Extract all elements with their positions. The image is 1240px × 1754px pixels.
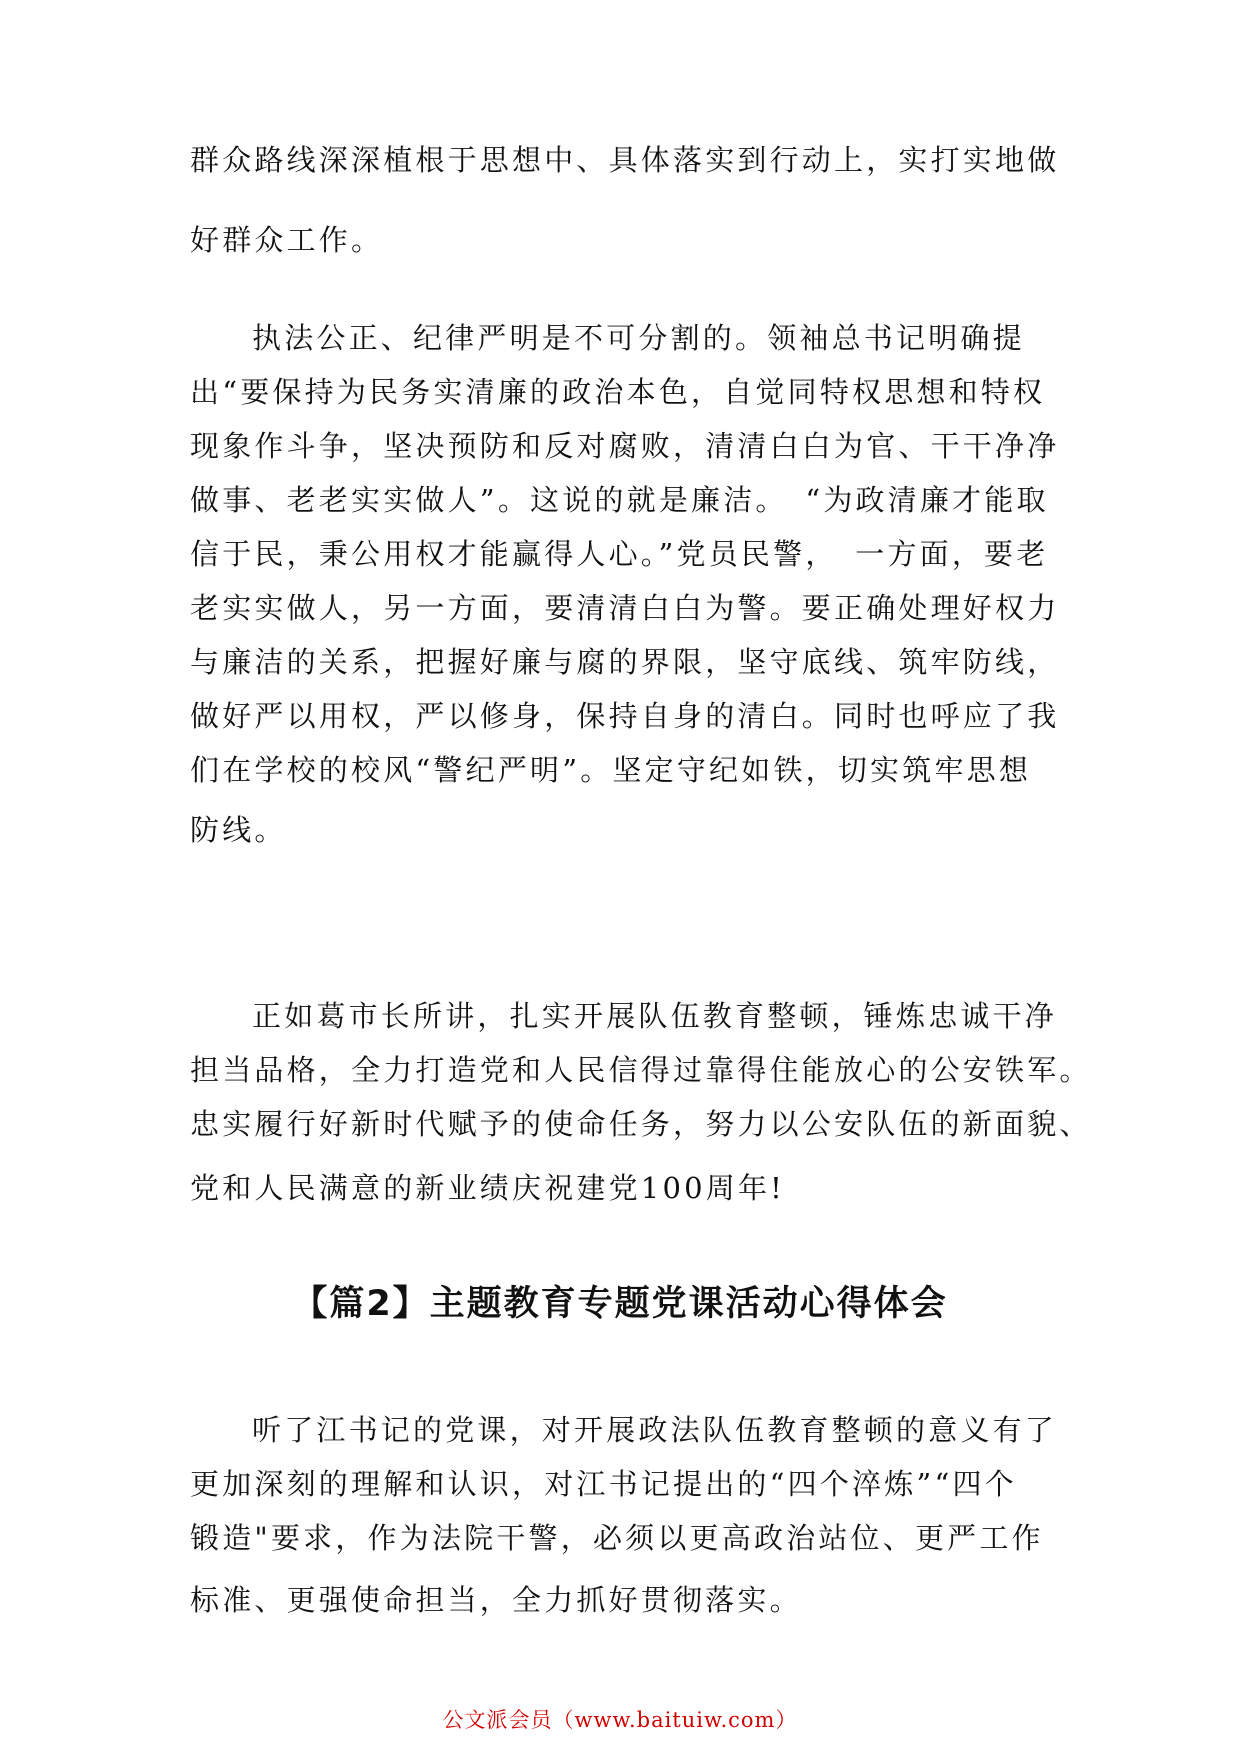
paragraph-1-line-2: 好群众工作。 bbox=[190, 223, 384, 257]
paragraph-3-line-1: 正如葛市长所讲，扎实开展队伍教育整顿，锤炼忠诚干净 bbox=[252, 999, 1058, 1033]
paragraph-2-line-1: 执法公正、纪律严明是不可分割的。领袖总书记明确提 bbox=[252, 321, 1025, 355]
paragraph-3-line-4: 党和人民满意的新业绩庆祝建党100周年! bbox=[190, 1171, 786, 1205]
paragraph-2-line-7: 与廉洁的关系，把握好廉与腐的界限，坚守底线、筑牢防线， bbox=[190, 645, 1060, 679]
paragraph-2-line-3: 现象作斗争，坚决预防和反对腐败，清清白白为官、干干净净 bbox=[190, 429, 1060, 463]
paragraph-2-line-4: 做事、老老实实做人”。这说的就是廉洁。 “为政清廉才能取 bbox=[190, 483, 1049, 517]
footer-membership-link[interactable]: 公文派会员（www.baituiw.com） bbox=[442, 1708, 798, 1732]
paragraph-1-line-1: 群众路线深深植根于思想中、具体落实到行动上，实打实地做 bbox=[190, 143, 1060, 177]
paragraph-2-line-6: 老实实做人，另一方面，要清清白白为警。要正确处理好权力 bbox=[190, 591, 1060, 625]
paragraph-2-line-5: 信于民，秉公用权才能赢得人心。”党员民警， 一方面，要老 bbox=[190, 537, 1049, 571]
paragraph-4-line-4: 标准、更强使命担当，全力抓好贯彻落实。 bbox=[190, 1583, 802, 1617]
paragraph-3-line-3: 忠实履行好新时代赋予的使命任务，努力以公安队伍的新面貌、 bbox=[190, 1107, 1092, 1141]
paragraph-2-line-9: 们在学校的校风“警纪严明”。坚定守纪如铁，切实筑牢思想 bbox=[190, 753, 1032, 787]
paragraph-4-line-1: 听了江书记的党课，对开展政法队伍教育整顿的意义有了 bbox=[252, 1413, 1058, 1447]
paragraph-2-line-10: 防线。 bbox=[190, 813, 287, 847]
paragraph-4-line-2: 更加深刻的理解和认识，对江书记提出的“四个淬炼”“四个 bbox=[190, 1467, 1017, 1501]
paragraph-3-line-2: 担当品格，全力打造党和人民信得过靠得住能放心的公安铁军。 bbox=[190, 1053, 1092, 1087]
paragraph-2-line-8: 做好严以用权，严以修身，保持自身的清白。同时也呼应了我 bbox=[190, 699, 1060, 733]
section-heading: 【篇2】主题教育专题党课活动心得体会 bbox=[292, 1284, 948, 1324]
paragraph-4-line-3: 锻造"要求，作为法院干警，必须以更高政治站位、更严工作 bbox=[190, 1521, 1044, 1555]
paragraph-2-line-2: 出“要保持为民务实清廉的政治本色，自觉同特权思想和特权 bbox=[190, 375, 1046, 409]
